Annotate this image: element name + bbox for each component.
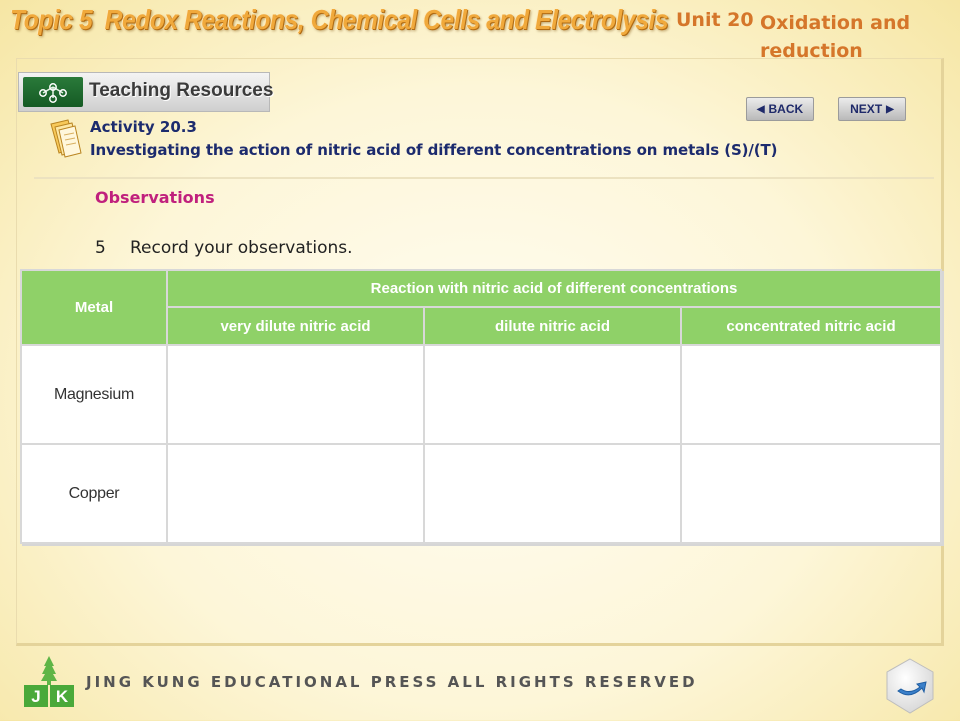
next-button[interactable] — [838, 97, 906, 121]
activity-label: Activity 20.3 — [90, 118, 197, 136]
return-icon — [880, 656, 940, 716]
book-icon — [46, 118, 84, 163]
back-button[interactable] — [746, 97, 814, 121]
observations-table — [20, 269, 942, 544]
return-button[interactable] — [880, 656, 940, 721]
unit-label: Unit 20 — [676, 9, 754, 31]
teaching-resources-label: Teaching Resources — [89, 80, 274, 101]
instruction-text: Record your observations. — [130, 238, 353, 258]
svg-text:J: J — [31, 687, 41, 706]
section-heading: Observations — [95, 188, 215, 207]
metal-name: Magnesium — [21, 345, 167, 444]
observation-cell[interactable] — [681, 345, 941, 444]
metal-column-header: Metal — [21, 270, 167, 345]
back-button-label: BACK — [768, 102, 804, 116]
observation-cell[interactable] — [424, 444, 681, 543]
column-header: dilute nitric acid — [424, 307, 681, 345]
jk-logo-icon — [18, 654, 80, 715]
teaching-resources-banner — [18, 72, 274, 112]
activity-title: Investigating the action of nitric acid of different concentrations on metals (S)/(T) — [90, 141, 778, 159]
back-arrow-icon: ◀ — [756, 103, 765, 115]
footer-copyright: JING KUNG EDUCATIONAL PRESS ALL RIGHTS RESERVED — [86, 673, 698, 691]
table-row — [21, 444, 941, 543]
instruction-number: 5 — [95, 238, 106, 258]
topic-number: Topic 5 — [10, 4, 93, 35]
observation-cell[interactable] — [681, 444, 941, 543]
table-header-row — [21, 270, 941, 307]
group-column-header: Reaction with nitric acid of different concentrations — [167, 270, 941, 307]
column-header: concentrated nitric acid — [681, 307, 941, 345]
observation-cell[interactable] — [167, 444, 424, 543]
molecule-icon — [23, 77, 83, 107]
topic-name: Redox Reactions, Chemical Cells and Electrolysis — [104, 4, 669, 35]
observation-cell[interactable] — [424, 345, 681, 444]
svg-text:K: K — [55, 687, 69, 706]
observation-cell[interactable] — [167, 345, 424, 444]
divider — [34, 177, 934, 179]
metal-name: Copper — [21, 444, 167, 543]
table-row — [21, 345, 941, 444]
unit-title: Oxidation and reduction — [760, 12, 911, 62]
next-button-label: NEXT — [850, 102, 883, 116]
topic-title — [10, 4, 668, 36]
column-header: very dilute nitric acid — [167, 307, 424, 345]
next-arrow-icon: ▶ — [886, 103, 894, 115]
